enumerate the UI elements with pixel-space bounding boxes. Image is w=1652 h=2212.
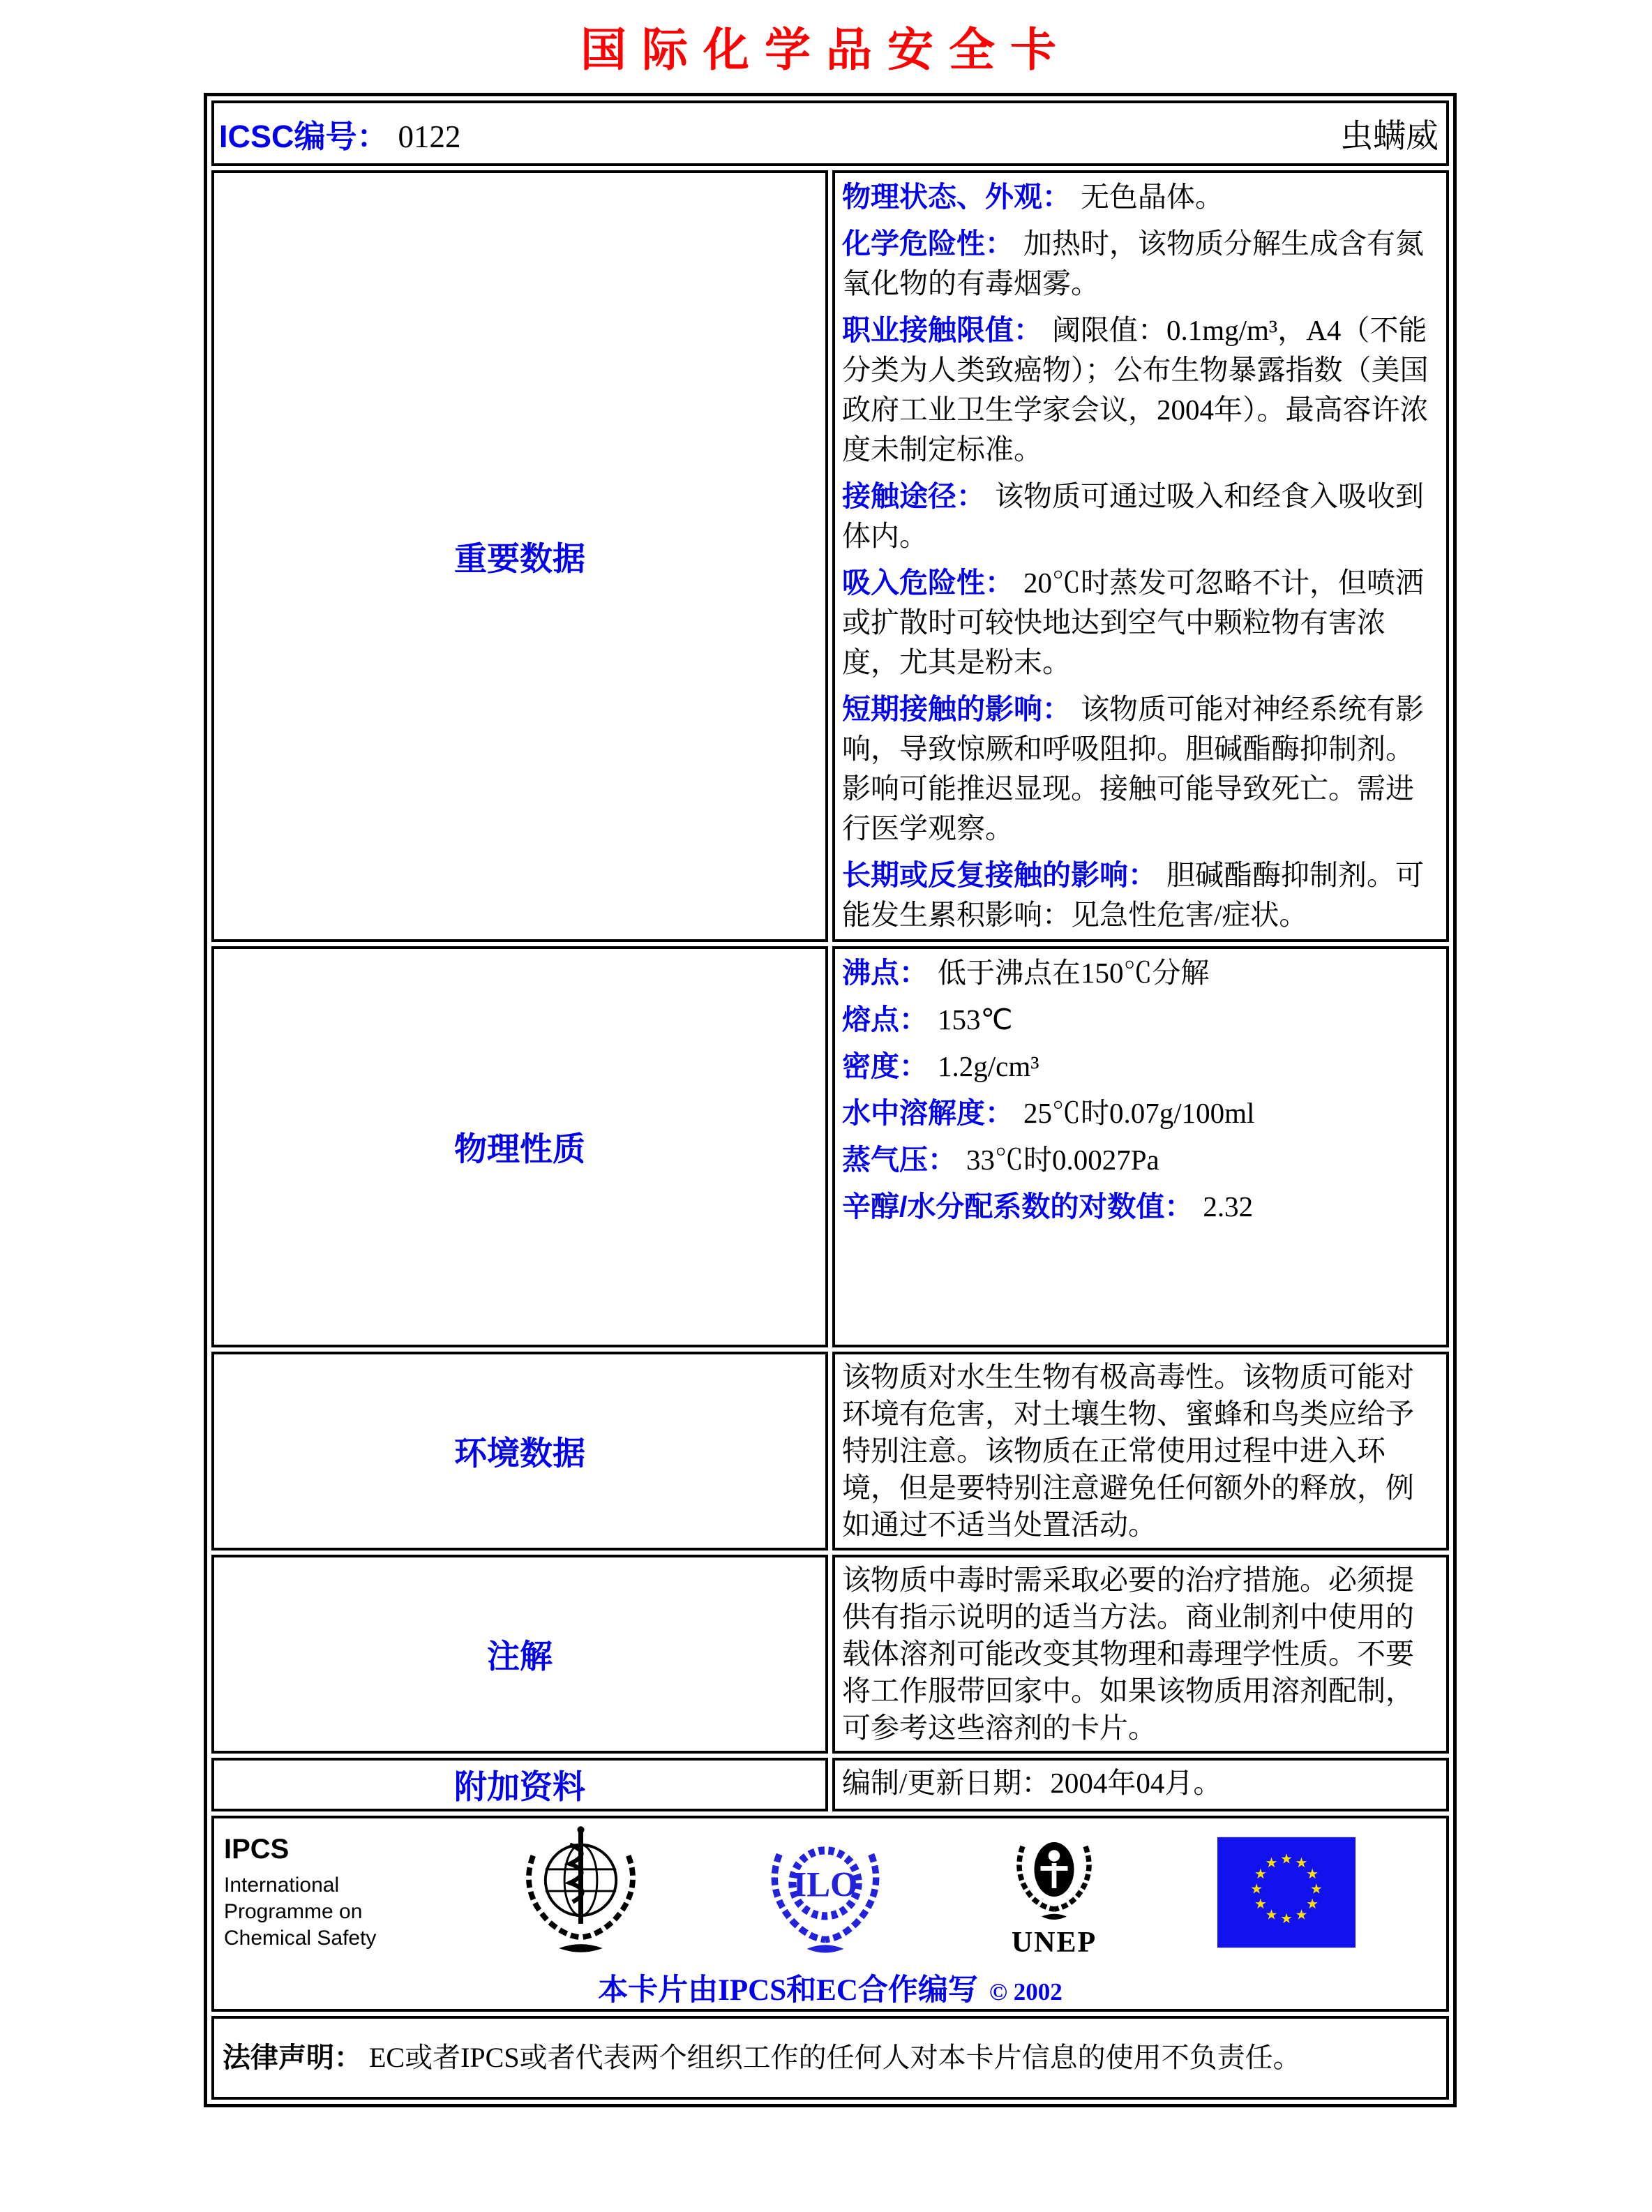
icsc-number-value: 0122: [398, 119, 461, 154]
unep-logo: [1002, 1825, 1106, 1959]
who-emblem-icon: [513, 1819, 649, 1966]
svg-text:★: ★: [1295, 1906, 1308, 1923]
field-value: 153℃: [938, 1003, 1013, 1036]
field-chemical-danger: [842, 224, 1438, 304]
field-value: 20℃时蒸发可忽略不计，但喷洒或扩散时可较快地达到空气中颗粒物有害浓度，尤其是粉末。: [842, 567, 1424, 678]
unep-label: UNEP: [1011, 1927, 1097, 1959]
physical-properties-row: [211, 946, 1449, 1347]
header-cell: [211, 100, 1449, 166]
field-value: 2.32: [1203, 1190, 1254, 1223]
field-boiling-point: [842, 953, 1438, 993]
eu-flag-icon: [1217, 1837, 1356, 1948]
copyright-text: © 2002: [989, 1978, 1062, 2005]
svg-text:★: ★: [1254, 1895, 1267, 1912]
field-label: 吸入危险性：: [842, 567, 1014, 599]
section-label-additional-info: 附加资料: [211, 1758, 828, 1811]
logos-row: [211, 1816, 1449, 2012]
icsc-number-label: ICSC编号：: [219, 118, 389, 154]
section-label-notes: 注解: [211, 1555, 828, 1754]
field-value: 阈限值：0.1mg/m³，A4（不能分类为人类致癌物）；公布生物暴露指数（美国政府工业卫生学家会议，2004年）。最高容许浓度未制定标准。: [842, 314, 1429, 465]
ilo-emblem-icon: [760, 1819, 891, 1966]
field-value: 25℃时0.07g/100ml: [1023, 1097, 1255, 1129]
svg-text:★: ★: [1254, 1865, 1267, 1882]
svg-text:★: ★: [1310, 1881, 1323, 1897]
field-value: 该物质可通过吸入和经食入吸收到体内。: [842, 480, 1424, 552]
field-label: 蒸气压：: [842, 1144, 956, 1176]
field-label: 化学危险性：: [842, 227, 1014, 260]
field-label: 水中溶解度：: [842, 1097, 1014, 1129]
additional-info-text: 编制/更新日期：2004年04月。: [842, 1767, 1222, 1799]
field-value: 无色晶体。: [1081, 181, 1224, 213]
ipcs-line1: International: [224, 1873, 340, 1897]
notes-text: 该物质中毒时需采取必要的治疗措施。必须提供有指示说明的适当方法。商业制剂中使用的载体溶剂可能改变其物理和毒理学性质。不要将工作服带回家中。如果该物质用溶剂配制，可参考这些溶剂的卡片。: [842, 1564, 1414, 1744]
legal-label: 法律声明：: [223, 2042, 362, 2073]
field-melting-point: [842, 1000, 1438, 1040]
additional-info-row: [211, 1758, 1449, 1811]
environment-data-content: [832, 1352, 1449, 1550]
field-value: 胆碱酯酶抑制剂。可能发生累积影响：见急性危害/症状。: [842, 859, 1424, 931]
legal-cell: [211, 2016, 1449, 2100]
field-label: 熔点：: [842, 1003, 928, 1036]
svg-text:★: ★: [1250, 1881, 1263, 1897]
important-data-row: [211, 170, 1449, 942]
field-label: 长期或反复接触的影响：: [842, 859, 1157, 891]
field-label: 密度：: [842, 1050, 928, 1082]
safety-card-table: [204, 93, 1457, 2107]
notes-row: [211, 1555, 1449, 1754]
credit-line: [214, 1966, 1446, 2009]
field-physical-state: [842, 177, 1438, 217]
field-label: 沸点：: [842, 957, 928, 989]
ipcs-acronym: IPCS: [224, 1833, 290, 1864]
field-short-term-effects: [842, 689, 1438, 849]
environment-data-row: [211, 1352, 1449, 1550]
field-label: 辛醇/水分配系数的对数值：: [842, 1190, 1194, 1223]
svg-text:★: ★: [1265, 1906, 1278, 1923]
important-data-content: [832, 170, 1449, 942]
svg-text:★: ★: [1295, 1855, 1308, 1871]
field-density: [842, 1047, 1438, 1086]
ipcs-line2: Programme on: [224, 1899, 363, 1923]
unep-emblem-icon: [1002, 1825, 1106, 1930]
credit-text: 本卡片由IPCS和EC合作编写: [598, 1974, 978, 2007]
logos-cell: [211, 1816, 1449, 2012]
field-occupational-limits: [842, 311, 1438, 470]
svg-text:ILO: ILO: [793, 1864, 858, 1904]
svg-text:★: ★: [1280, 1911, 1293, 1927]
field-label: 职业接触限值：: [842, 314, 1042, 346]
section-label-environment-data: 环境数据: [211, 1352, 828, 1550]
field-label: 物理状态、外观：: [842, 181, 1071, 213]
field-value: 1.2g/cm³: [938, 1050, 1039, 1082]
section-label-important-data: 重要数据: [211, 170, 828, 942]
field-value: 加热时，该物质分解生成含有氮氧化物的有毒烟雾。: [842, 227, 1424, 299]
ipcs-line3: Chemical Safety: [224, 1926, 377, 1950]
svg-text:★: ★: [1306, 1865, 1319, 1882]
field-vapor-pressure: [842, 1140, 1438, 1180]
field-value: 低于沸点在150℃分解: [938, 957, 1210, 989]
field-label: 接触途径：: [842, 480, 985, 512]
section-label-physical-properties: 物理性质: [211, 946, 828, 1347]
additional-info-content: [832, 1758, 1449, 1811]
field-water-solubility: [842, 1093, 1438, 1133]
legal-text: EC或者IPCS或者代表两个组织工作的任何人对本卡片信息的使用不负责任。: [369, 2042, 1301, 2073]
field-value: 33℃时0.0027Pa: [966, 1144, 1159, 1176]
field-value: 该物质可能对神经系统有影响，导致惊厥和呼吸阻抑。胆碱酯酶抑制剂。影响可能推迟显现。接触可能导致死亡。需进行医学观察。: [842, 693, 1424, 844]
field-octanol-water-coefficient: [842, 1187, 1438, 1227]
notes-content: [832, 1555, 1449, 1754]
field-inhalation-risk: [842, 563, 1438, 682]
svg-text:★: ★: [1265, 1855, 1278, 1871]
ipcs-logo-text: [224, 1834, 402, 1952]
field-exposure-routes: [842, 477, 1438, 556]
legal-row: [211, 2016, 1449, 2100]
svg-text:★: ★: [1280, 1851, 1293, 1867]
svg-text:★: ★: [1306, 1895, 1319, 1912]
physical-properties-content: [832, 946, 1449, 1347]
field-label: 短期接触的影响：: [842, 693, 1071, 725]
page-title: 国际化学品安全卡: [580, 25, 1072, 76]
environment-text: 该物质对水生生物有极高毒性。该物质可能对环境有危害，对土壤生物、蜜蜂和鸟类应给予特别注意。该物质在正常使用过程中进入环境，但是要特别注意避免任何额外的释放，例如通过不适当处置活动。: [842, 1361, 1414, 1541]
header-row: [211, 100, 1449, 166]
chemical-name: 虫螨威: [1340, 118, 1439, 155]
icsc-number: [219, 111, 461, 156]
field-long-term-effects: [842, 855, 1438, 935]
